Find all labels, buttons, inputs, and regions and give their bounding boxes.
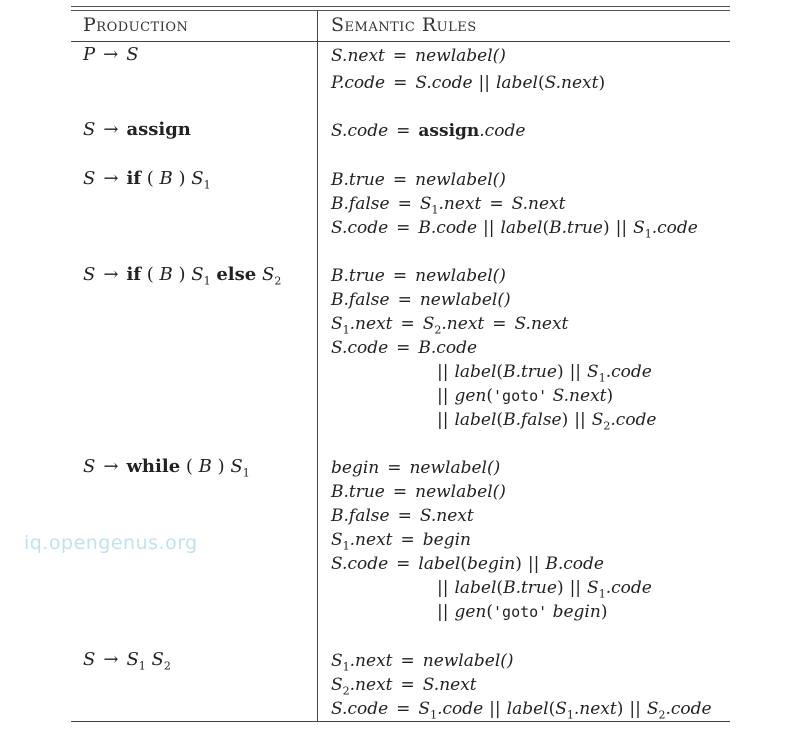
rule-line: $S_2.next$ = S.next <box>331 675 477 698</box>
watermark: iq.opengenus.org <box>24 532 198 554</box>
rule-line: S.code = B.code <box>331 338 478 358</box>
rule-line: || gen('goto' S.next) <box>437 386 614 406</box>
production-cell: S → while ( B ) $S_1$ <box>83 456 250 480</box>
table-top-rule-1 <box>71 6 730 7</box>
rule-line: B.false = $S_1.next$ = S.next <box>331 194 566 217</box>
rule-line: S.code = assign.code <box>331 121 526 141</box>
production-cell: S → assign <box>83 119 191 140</box>
semantic-rules-header: Semantic Rules <box>331 14 477 36</box>
rule-line: S.code = B.code || label(B.true) || $S_1.code$ <box>331 218 698 241</box>
rule-line: || gen('goto' begin) <box>437 602 608 622</box>
rule-line: $S_1.next$ = newlabel() <box>331 651 514 674</box>
production-cell: S → if ( B ) $S_1$ else $S_2$ <box>83 264 282 288</box>
rule-line: B.true = newlabel() <box>331 266 506 286</box>
rule-line: || label(B.true) || $S_1.code$ <box>437 362 652 385</box>
rule-line: B.true = newlabel() <box>331 482 506 502</box>
rule-line: $S_1.next$ = $S_2.next$ = S.next <box>331 314 569 337</box>
rule-line: P.code = S.code || label(S.next) <box>331 73 606 93</box>
production-cell: S → if ( B ) $S_1$ <box>83 168 211 192</box>
rule-line: || label(B.true) || $S_1.code$ <box>437 578 652 601</box>
rule-line: begin = newlabel() <box>331 458 501 478</box>
table-top-rule-2 <box>71 10 730 11</box>
rule-line: S.code = $S_1.code$ || $label(S_1.next)$ || $S_2.code$ <box>331 699 712 722</box>
production-cell: $S \to S_1$ $S_2$ <box>83 649 171 673</box>
column-divider <box>317 10 318 721</box>
rule-line: B.false = newlabel() <box>331 290 511 310</box>
rule-line: || label(B.false) || $S_2.code$ <box>437 410 657 433</box>
rule-line: $S_1.next$ = begin <box>331 530 471 553</box>
rule-line: S.code = label(begin) || B.code <box>331 554 604 574</box>
production-cell: P → S <box>83 44 139 65</box>
rule-line: B.true = newlabel() <box>331 170 506 190</box>
rule-line: B.false = S.next <box>331 506 474 526</box>
production-header: Production <box>83 14 189 36</box>
rule-line: S.next = newlabel() <box>331 46 506 66</box>
header-rule <box>71 41 730 42</box>
